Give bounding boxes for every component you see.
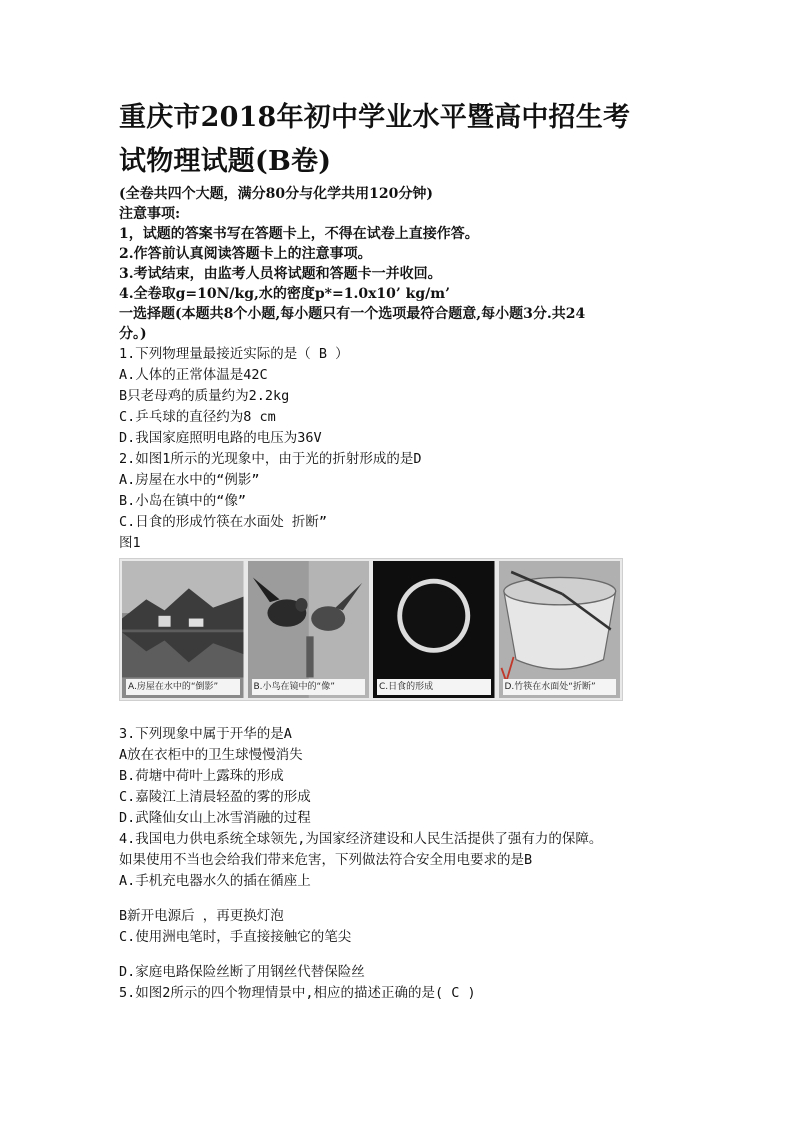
figure-caption: C.日食的形成	[377, 679, 491, 695]
exam-page	[119, 96, 689, 1004]
question-1-option: B只老母鸡的质量约为2.2kg	[119, 388, 290, 404]
question-2-stem: 2.如图1所示的光现象中，由于光的折射形成的是D	[119, 451, 422, 467]
section-1-heading: 一选择题(本题共8个小题,每小题只有一个选项最符合题意,每小题3分.共24	[119, 306, 586, 322]
question-5-stem: 5.如图2所示的四个物理情景中,相应的描述正确的是( C )	[119, 985, 476, 1001]
question-3-option: A放在衣柜中的卫生球慢慢消失	[119, 747, 303, 763]
title-line-1: 重庆市2018年初中学业水平暨高中招生考	[119, 102, 631, 133]
note-item: 2.作答前认真阅读答题卡上的注意事项。	[119, 246, 372, 262]
question-4-option: A.手机充电器水久的插在循座上	[119, 873, 311, 889]
question-3-option: B.荷塘中荷叶上露珠的形成	[119, 768, 284, 784]
question-1-option: C.乒乓球的直径约为8 cm	[119, 409, 276, 425]
solar-eclipse-image	[373, 561, 495, 698]
subtitle: (全卷共四个大题，满分80分与化学共用120分钟)	[119, 186, 433, 202]
figure-panel-eclipse	[373, 561, 495, 698]
question-4-option: B新开电源后 ，再更换灯泡	[119, 908, 284, 924]
title-line-2: 试物理试题(B卷)	[119, 146, 332, 177]
figure-1-label: 图1	[119, 535, 141, 551]
question-1-stem: 1.下列物理量最接近实际的是（ B ）	[119, 346, 349, 362]
notes-heading: 注意事项:	[119, 206, 181, 222]
figure-caption: D.竹筷在水面处“折断”	[503, 679, 617, 695]
note-item: 3.考试结束，由监考人员将试题和答题卡一并收回。	[119, 266, 442, 282]
question-4-stem-cont: 如果使用不当也会给我们带来危害，下列做法符合安全用电要求的是B	[119, 852, 533, 868]
note-item: 4.全卷取g=10N/kg,水的密度p*=1.0x10’ kg/m’	[119, 286, 450, 302]
question-1-option: A.人体的正常体温是42C	[119, 367, 268, 383]
question-4-option: C.使用洲电笔时，手直接接触它的笔尖	[119, 929, 352, 945]
figure-caption: A.房屋在水中的“倒影”	[126, 679, 240, 695]
chopstick-bowl-image	[499, 561, 621, 698]
house-reflection-image	[122, 561, 244, 698]
question-3-option: C.嘉陵江上清晨轻盈的雾的形成	[119, 789, 311, 805]
question-3-option: D.武隆仙女山上冰雪消融的过程	[119, 810, 311, 826]
note-item: 1，试题的答案书写在答题卡上，不得在试卷上直接作答。	[119, 226, 479, 242]
figure-panel-mirror	[248, 561, 370, 698]
figure-1	[119, 558, 623, 701]
figure-panel-chopstick	[499, 561, 621, 698]
figure-caption: B.小鸟在镜中的“像”	[252, 679, 366, 695]
question-2-option: C.日食的形成竹筷在水面处 折断”	[119, 514, 328, 530]
question-4-option: D.家庭电路保险丝断了用钢丝代替保险丝	[119, 964, 365, 980]
question-3-stem: 3.下列现象中属于开华的是A	[119, 726, 292, 742]
figure-panel-reflection	[122, 561, 244, 698]
question-2-option: B.小岛在镇中的“像”	[119, 493, 247, 509]
section-1-heading-cont: 分。)	[119, 326, 147, 342]
bird-mirror-image	[248, 561, 370, 698]
question-4-stem: 4.我国电力供电系统全球领先,为国家经济建设和人民生活提供了强有力的保障。	[119, 831, 603, 847]
question-2-option: A.房屋在水中的“例影”	[119, 472, 260, 488]
question-1-option: D.我国家庭照明电路的电压为36V	[119, 430, 322, 446]
